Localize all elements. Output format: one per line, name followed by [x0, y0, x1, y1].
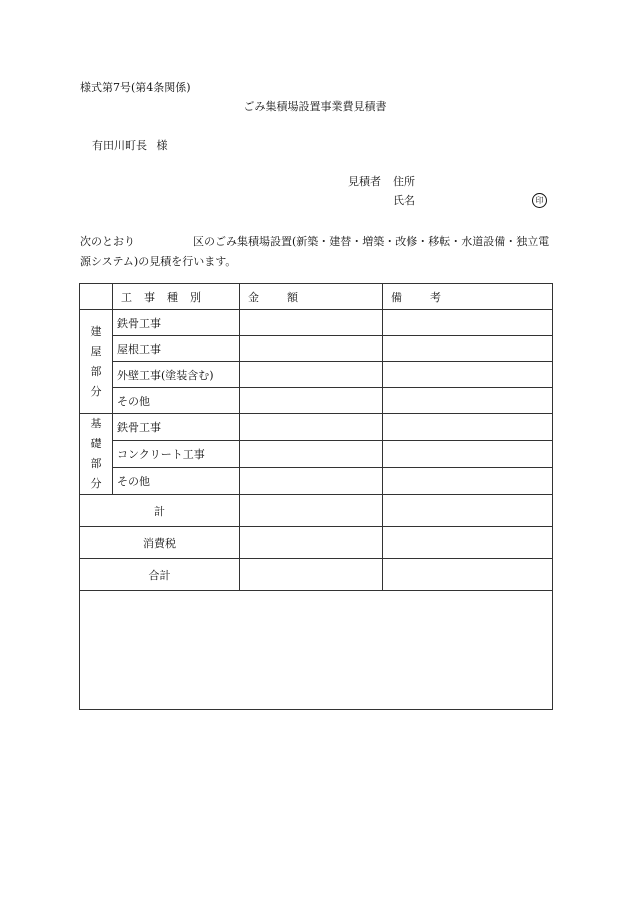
notes-cell[interactable] — [383, 495, 553, 527]
table-row — [80, 468, 553, 495]
table-row — [80, 362, 553, 388]
amount-cell[interactable] — [240, 468, 383, 495]
amount-cell[interactable] — [240, 336, 383, 362]
group-label-foundation: 基 礎 部 分 — [80, 414, 113, 495]
notes-cell[interactable] — [383, 468, 553, 495]
grand-total-label: 合計 — [80, 559, 240, 591]
estimator-address-row — [348, 175, 415, 189]
document-title: ごみ集積場設置事業費見積書 — [243, 100, 387, 113]
header-work-type: 工事種別 — [113, 284, 240, 310]
amount-cell[interactable] — [240, 362, 383, 388]
amount-cell[interactable] — [240, 310, 383, 336]
group-label-building: 建 屋 部 分 — [80, 310, 113, 414]
notes-cell[interactable] — [383, 362, 553, 388]
name-label: 氏名 — [393, 194, 415, 207]
item-label: 鉄骨工事 — [113, 414, 240, 441]
item-label: 外壁工事(塗装含む) — [113, 362, 240, 388]
amount-cell[interactable] — [240, 559, 383, 591]
notes-cell[interactable] — [383, 388, 553, 414]
tax-row — [80, 527, 553, 559]
body-text-part1: 次のとおり — [80, 235, 135, 248]
table-row — [80, 441, 553, 468]
item-label: その他 — [113, 468, 240, 495]
item-label: 鉄骨工事 — [113, 310, 240, 336]
estimator-label: 見積者 — [348, 175, 381, 188]
amount-cell[interactable] — [240, 441, 383, 468]
amount-cell[interactable] — [240, 495, 383, 527]
tax-label: 消費税 — [80, 527, 240, 559]
body-text-part2: 区のごみ集積場設置(新築・建替・増築・改修・移転・水道設備・独立電源システム)の見積を行います。 — [80, 235, 550, 268]
grand-total-row — [80, 559, 553, 591]
header-amount: 金額 — [240, 284, 383, 310]
remarks-area[interactable] — [80, 591, 553, 710]
notes-cell[interactable] — [383, 559, 553, 591]
remarks-row — [80, 591, 553, 710]
table-row — [80, 388, 553, 414]
notes-cell[interactable] — [383, 310, 553, 336]
amount-cell[interactable] — [240, 414, 383, 441]
addressee: 有田川町長 様 — [92, 139, 168, 152]
item-label: 屋根工事 — [113, 336, 240, 362]
table-row — [80, 336, 553, 362]
address-label: 住所 — [393, 175, 415, 188]
notes-cell[interactable] — [383, 527, 553, 559]
amount-cell[interactable] — [240, 388, 383, 414]
notes-cell[interactable] — [383, 414, 553, 441]
header-notes: 備考 — [383, 284, 553, 310]
table-row — [80, 414, 553, 441]
subtotal-label: 計 — [80, 495, 240, 527]
seal-mark: 印 — [532, 193, 547, 208]
item-label: その他 — [113, 388, 240, 414]
body-text — [80, 232, 560, 272]
header-blank-cell — [80, 284, 113, 310]
amount-cell[interactable] — [240, 527, 383, 559]
notes-cell[interactable] — [383, 441, 553, 468]
form-number: 様式第7号(第4条関係) — [80, 81, 191, 94]
estimate-table — [79, 283, 553, 710]
item-label: コンクリート工事 — [113, 441, 240, 468]
notes-cell[interactable] — [383, 336, 553, 362]
table-row — [80, 310, 553, 336]
header-row — [80, 284, 553, 310]
subtotal-row — [80, 495, 553, 527]
